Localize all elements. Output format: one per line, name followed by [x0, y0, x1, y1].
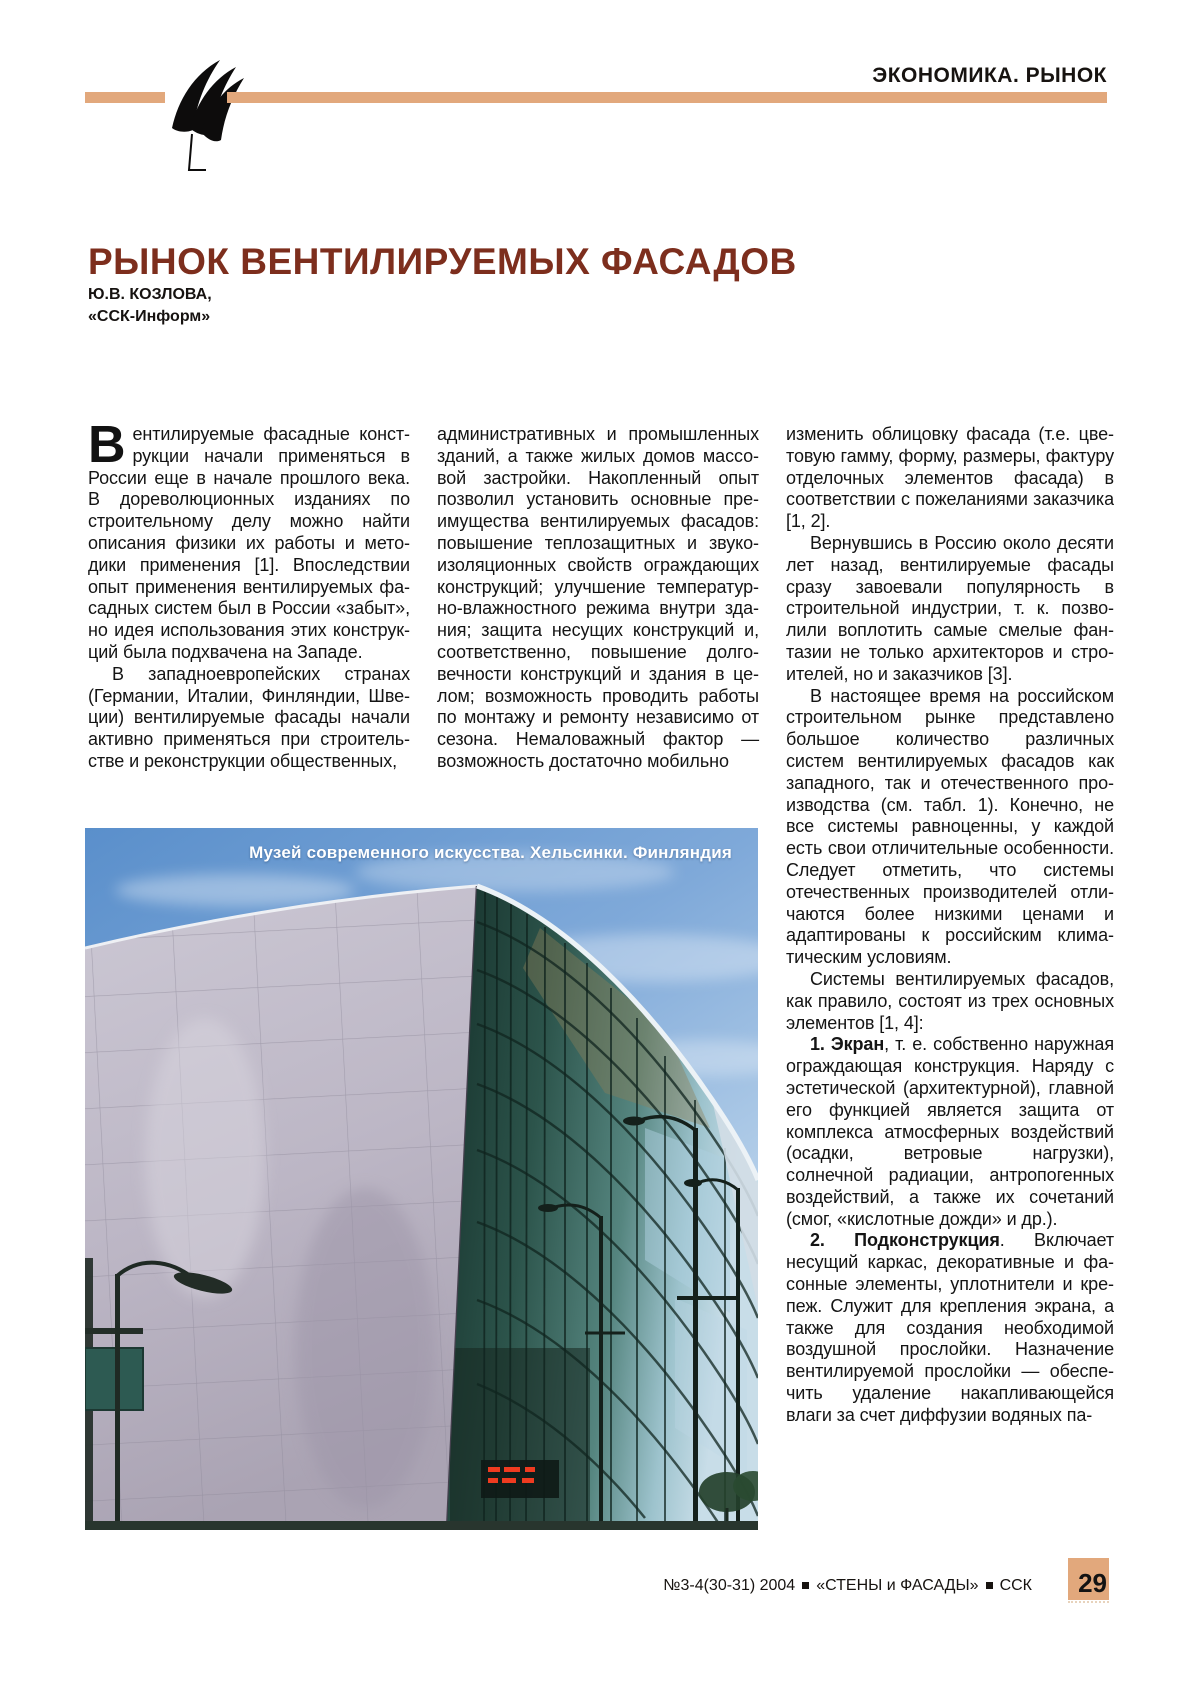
- header-rule-left: [85, 92, 165, 103]
- header-rule-right: [227, 92, 1107, 103]
- paragraph: Системы вентилируемых фасадов, как правило, состоят из трех основных элементов [1, 4]:: [786, 968, 1114, 1033]
- building-photo-illustration: [85, 828, 758, 1530]
- paragraph: 1. Экран, т. е. собственно наружная ограждающая конструкция. Наряду с эстетической (архитектурной), главной его функцией является защита от комплекса атмосферных воздействий (осадки, ветровые нагрузки), солнечной радиации, антропогенных воздействий, а также их сочетаний (смог, «кислотные дожди» и др.).: [786, 1034, 1114, 1229]
- page-title: РЫНОК ВЕНТИЛИРУЕМЫХ ФАСАДОВ: [88, 240, 797, 282]
- publisher-logo-icon: [168, 56, 244, 180]
- article-column-2: [437, 424, 759, 773]
- footer-publisher: ССК: [999, 1577, 1032, 1594]
- list-lead-bold: 2. Подконструкция: [810, 1230, 1000, 1251]
- paragraph: В настоящее время на российском строительном рынке представлено большое количество различных систем вентилируемых фасадов как западного, так и отечественного производства (см. табл. 1). Конечно, не все системы равноценны, у каждой есть свои отличительные особенности. Следует отметить, что системы отечественных производителей отличаются более низкими ценами и адаптированы к российским климатическим условиям.: [786, 685, 1114, 968]
- footer-magazine: «СТЕНЫ и ФАСАДЫ»: [816, 1577, 979, 1594]
- square-separator-icon: [986, 1582, 993, 1589]
- article-column-3: [786, 424, 1114, 1486]
- footer-issue: №3-4(30-31) 2004: [663, 1577, 796, 1594]
- paragraph: В западноевропейских странах (Германии, Италии, Финляндии, Швеции) вентилируемые фасады начали активно применяться при строительстве и реконструкции общественных,: [88, 663, 410, 771]
- page-number-box: [1068, 1558, 1109, 1600]
- photo-caption: Музей современного искусства. Хельсинки. Финляндия: [249, 843, 732, 862]
- article-column-1: [88, 416, 410, 773]
- page-number: 29: [1078, 1568, 1107, 1598]
- square-separator-icon: [802, 1582, 809, 1589]
- paragraph: Вентилируемые фасадные конструкции начали применяться в России еще в начале прошлого века. В дореволюционных изданиях по строительному делу можно найти описания физики их работы и методики применения [1]. Впоследствии опыт применения вентилируемых фасадных систем был в России «забыт», но идея использования этих конструкций была подхвачена на Западе.: [88, 416, 410, 662]
- photo-building: [85, 828, 758, 1530]
- author-organization: «ССК-Информ»: [88, 308, 211, 325]
- drop-cap: В: [88, 416, 126, 474]
- section-label: ЭКОНОМИКА. РЫНОК: [872, 64, 1107, 87]
- paragraph: изменить облицовку фасада (т.е. цветовую гамму, форму, размеры, фактуру отделочных элементов фасада) в соответствии с пожеланиями заказчика [1, 2].: [786, 424, 1114, 532]
- list-lead-bold: 1. Экран: [810, 1034, 885, 1055]
- paragraph: 2. Подконструкция. Включает несущий каркас, декоративные и фасонные элементы, уплотнители и крепеж. Служит для крепления экрана, а также для создания необходимой воздушной прослойки. Назначение вентилируемой прослойки — обеспечить удаление накапливающейся влаги за счет диффузии водяных па-: [786, 1230, 1114, 1425]
- paragraph: Вернувшись в Россию около десяти лет назад, вентилируемые фасады сразу завоевали популярность в строительной индустрии, т. к. позволили воплотить самые смелые фантазии не только архитекторов и строителей, но и заказчиков [3].: [786, 532, 1114, 684]
- paragraph: административных и промышленных зданий, а также жилых домов массовой застройки. Накопленный опыт позволил установить основные преимущества вентилируемых фасадов: повышение теплозащитных и звукоизоляционных свойств ограждающих конструкций; улучшение температурно-влажностного режима внутри здания; защита несущих конструкций и, соответственно, повышение долговечности конструкций и здания в целом; возможность проводить работы по монтажу и ремонту независимо от сезона. Немаловажный фактор — возможность достаточно мобильно: [437, 424, 759, 771]
- author-block: [88, 284, 212, 328]
- footer-imprint: [663, 1577, 1032, 1595]
- author-name: Ю.В. КОЗЛОВА,: [88, 286, 212, 303]
